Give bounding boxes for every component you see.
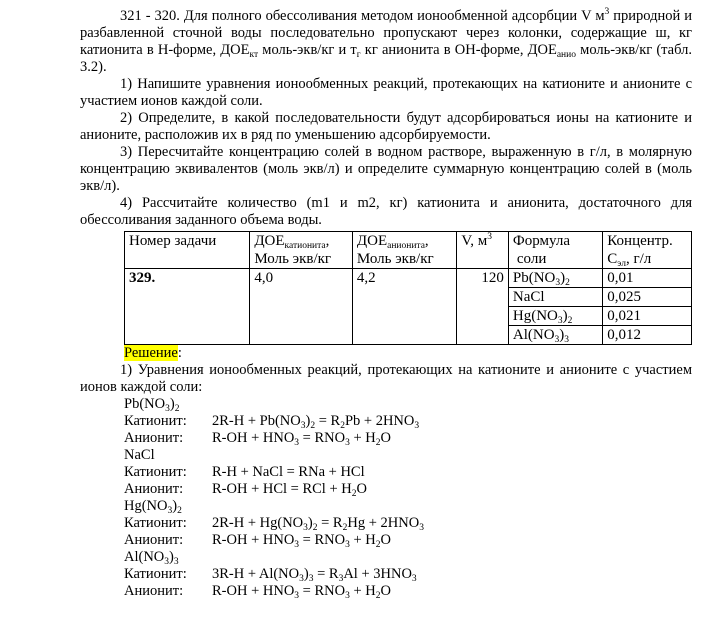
- header-doe-cation: $ДОЕ_{катионита}$, Моль экв/кг: [250, 232, 353, 269]
- solution-heading: Решение:: [124, 345, 182, 361]
- salt-heading-hg: $Hg(NO_3)_2$: [124, 498, 182, 516]
- header-task-number: Номер задачи: [125, 232, 250, 269]
- question-1: 1) Напишите уравнения ионообменных реакций, протекающих на катионите и анионите с участием ионов каждой соли.: [80, 76, 692, 109]
- equation-anion-pb: Анионит: $R-OH + HNO_3 = RNO_3 + H_2O$: [124, 430, 391, 448]
- question-4: 4) Рассчитайте количество (m1 и m2, кг) катионита и анионита, достаточного для обессоливания заданного объема воды.: [80, 195, 692, 228]
- salt-heading-na: NaCl: [124, 447, 155, 463]
- volume-value: 120: [457, 269, 509, 345]
- task-table: [124, 231, 692, 345]
- salt-formula-4: $Al(NO_3)_3$: [508, 326, 602, 345]
- doe-anion-value: 4,2: [352, 269, 456, 345]
- salt-formula-3: $Hg(NO_3)_2$: [508, 307, 602, 326]
- header-concentration: Концентр. $С_{эл}$, г/л: [603, 232, 692, 269]
- equation-cation-pb: Катионит: $2R-H + Pb(NO_3)_2 = R_2Pb + 2HNO_3$: [124, 413, 420, 431]
- equation-anion-hg: Анионит: $R-OH + HNO_3 = RNO_3 + H_2O$: [124, 532, 391, 550]
- equation-anion-al: Анионит: $R-OH + HNO_3 = RNO_3 + H_2O$: [124, 583, 391, 601]
- solution-equations: [124, 396, 692, 600]
- salt-conc-3: 0,021: [603, 307, 692, 326]
- salt-conc-2: 0,025: [603, 288, 692, 307]
- salt-formula-2: NaCl: [508, 288, 602, 307]
- salt-conc-1: 0,01: [603, 269, 692, 288]
- header-volume: V, $м^3$: [457, 232, 509, 269]
- question-2: 2) Определите, в какой последовательности будут адсорбироваться ионы на катионите и анионите, расположив их в ряд по уменьшению адсорбируемости.: [80, 110, 692, 143]
- table-header-row: [125, 232, 692, 269]
- equation-anion-na: Анионит: R-OH + HCl = RCl + $H_2O$: [124, 481, 367, 499]
- salt-heading-pb: $Pb(NO_3)_2$: [124, 396, 180, 414]
- salt-conc-4: 0,012: [603, 326, 692, 345]
- solution-intro: 1) Уравнения ионообменных реакций, протекающих на катионите и анионите с участием ионов каждой соли:: [80, 362, 692, 395]
- problem-statement: 321 - 320. Для полного обессоливания методом ионообменной адсорбции V $м^3$ природной и разбавленной сточной воды последовательно пропускают через колонки, содержащие ш, кг катионита в Н-форме, $ДОЕ_{кт}$ моль-экв/кг и $т_г$ кг анионита в ОН-форме, $ДОЕ_{анио}$ моль-экв/кг (табл. 3.2).: [80, 7, 692, 75]
- table-row: [125, 269, 692, 288]
- salt-heading-al: $Al(NO_3)_3$: [124, 549, 179, 567]
- equation-cation-hg: Катионит: $2R-H + Hg(NO_3)_2 = R_2Hg + 2HNO_3$: [124, 515, 424, 533]
- header-doe-anion: $ДОЕ_{анионита}$, Моль экв/кг: [352, 232, 456, 269]
- equation-cation-al: Катионит: $3R-H + Al(NO_3)_3 = R_3Al + 3HNO_3$: [124, 566, 417, 584]
- salt-formula-1: $Pb(NO_3)_2$: [508, 269, 602, 288]
- header-salt-formula: Формула соли: [508, 232, 602, 269]
- question-3: 3) Пересчитайте концентрацию солей в водном растворе, выраженную в г/л, в молярную концентрацию эквивалентов (моль экв/л) и определите суммарную концентрацию солей в (моль экв/л).: [80, 144, 692, 194]
- doe-cation-value: 4,0: [250, 269, 353, 345]
- task-number: 329.: [129, 270, 156, 286]
- equation-cation-na: Катионит: R-H + NaCl = RNa + HCl: [124, 464, 365, 480]
